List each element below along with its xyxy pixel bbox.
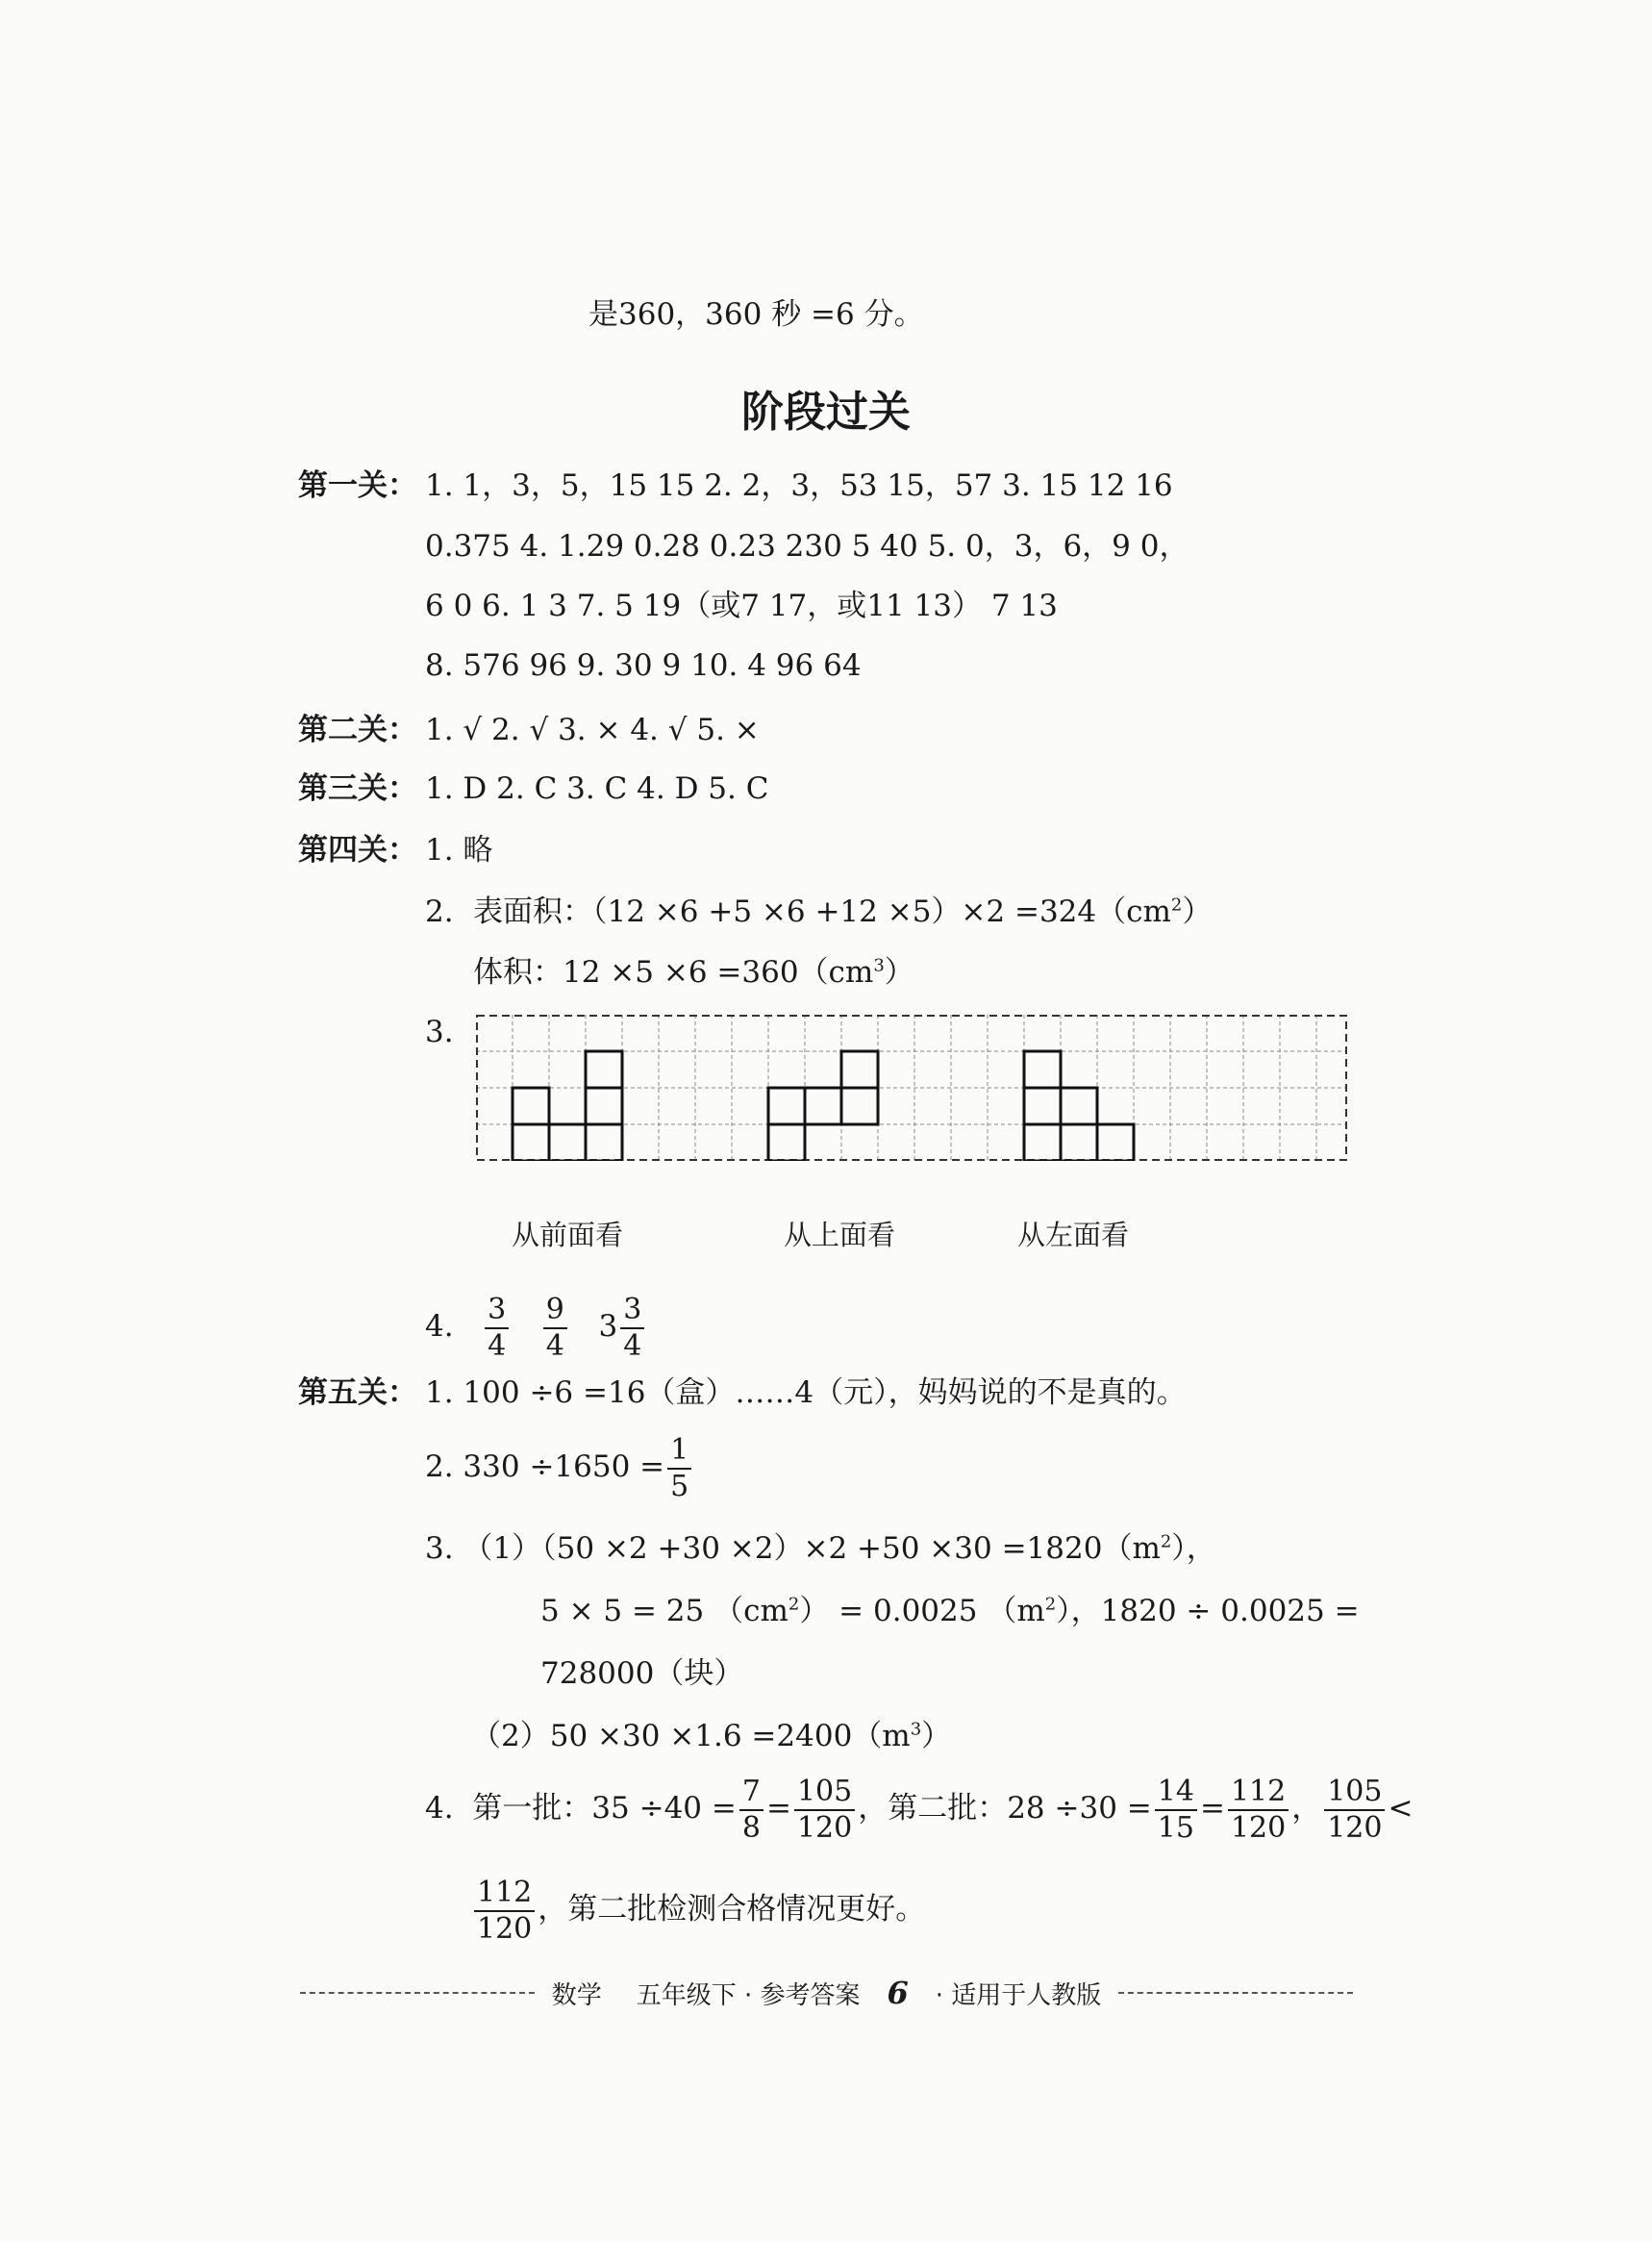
- footer-subject: 数学: [551, 1980, 602, 2010]
- level2-answers: 1. √ 2. √ 3. × 4. √ 5. ×: [425, 713, 760, 747]
- caption-top-view: 从上面看: [784, 1219, 896, 1251]
- level5-q3-line4: $(2)50 \times 30 \times 1.6 =2400(m^3)$: [471, 1719, 952, 1753]
- level5-q3-line1: 3. $(1)(50 \times 2 +30 \times 2)\times 2 +50 \times 30 =1820(m^2)$，: [425, 1531, 1216, 1566]
- fraction: $\frac{7}{8}$: [739, 1777, 763, 1843]
- level1-line-4: 8. 576 96 9. 30 9 10. 4 96 64: [425, 648, 862, 683]
- section-title: 阶段过关: [741, 388, 911, 437]
- level5-label: 第五关：: [298, 1375, 417, 1410]
- level3-label: 第三关：: [298, 771, 417, 806]
- view-grid: [476, 1015, 1347, 1165]
- level1-line-2: 0.375 4. 1.29 0.28 0.23 230 5 40 5. 0，3，6，9 0，: [425, 529, 1189, 564]
- level2-label: 第二关：: [298, 713, 417, 747]
- footer-rule-right: [1118, 1992, 1353, 1994]
- fraction: $\frac{112}{120}$: [1228, 1777, 1289, 1843]
- level4-label: 第四关：: [298, 833, 417, 868]
- level4-q2-surface: 表面积：$(12 \times 6 +5 \times 6 +12 \times 5)\times 2 =324(cm^2)$: [473, 894, 1213, 929]
- left-view-shape: [1024, 1051, 1134, 1161]
- level4-q4: 4. $\frac{3}{4}$ $\frac{9}{4}$ 3 $\frac{3}{4}$: [425, 1293, 647, 1361]
- level1-line-3: 6 0 6. 1 3 7. 5 19（或7 17，或11 13） 7 13: [425, 589, 1058, 623]
- footer-rule-left: [300, 1992, 535, 1994]
- level5-q1: 1. 100 ÷6 =16（盒）……4（元），妈妈说的不是真的。: [425, 1375, 1187, 1410]
- level1-line-1: 1. 1，3，5，15 15 2. 2，3，53 15，57 3. 15 12 16: [425, 468, 1173, 503]
- fraction: $\frac{14}{15}$: [1155, 1777, 1197, 1843]
- top-view-shape: [768, 1051, 878, 1161]
- view-grid-svg: [476, 1015, 1347, 1161]
- level4-q3-num: 3.: [425, 1015, 454, 1049]
- level5-q3-line3: 728000（块）: [540, 1656, 744, 1691]
- fraction: $\frac{105}{120}$: [1324, 1777, 1385, 1843]
- level5-q3-line2: 5 × 5 = 25 $(cm^2) = 0.0025$ $(m^2)$，1820 ÷ 0.0025 =: [540, 1594, 1360, 1628]
- level4-q1: 1. 略: [425, 833, 493, 868]
- fraction: $\frac{112}{120}$: [474, 1878, 535, 1944]
- level1-label: 第一关：: [298, 468, 417, 503]
- footer-grade: 五年级下 · 参考答案: [636, 1980, 861, 2010]
- page-number: 6: [887, 1975, 909, 2011]
- level4-q2-volume: 体积：$12 \times 5 \times 6 =360(cm^3)$: [473, 955, 914, 990]
- level5-q4-continued: $\frac{112}{120}$ ，第二批检测合格情况更好。: [471, 1876, 925, 1944]
- front-view-shape: [513, 1051, 622, 1161]
- level5-q4: 4. 第一批：35 ÷40 = $\frac{7}{8}$ = $\frac{105}{120}$ ，第二批：28 ÷30 = $\frac{14}{15}$ = $\frac{112}{120}$ ， $\frac{105}{120}$ <: [425, 1774, 1414, 1845]
- caption-front-view: 从前面看: [512, 1219, 624, 1251]
- fraction: $\frac{9}{4}$: [543, 1296, 567, 1361]
- fraction: $\frac{105}{120}$: [794, 1777, 855, 1843]
- level3-answers: 1. D 2. C 3. C 4. D 5. C: [425, 771, 769, 806]
- caption-left-view: 从左面看: [1017, 1219, 1130, 1251]
- fraction: $\frac{3}{4}$: [485, 1296, 509, 1361]
- page-footer: [300, 1975, 1353, 2011]
- level5-q2: 2. 330 ÷1650 = $\frac{1}{5}$: [425, 1433, 694, 1501]
- fraction: $\frac{1}{5}$: [667, 1436, 691, 1501]
- level4-q2-num: 2.: [425, 894, 454, 929]
- intro-line: 是360，360 秒 =6 分。: [588, 297, 924, 332]
- fraction: $\frac{3}{4}$: [620, 1296, 644, 1361]
- footer-edition: · 适用于人教版: [935, 1980, 1102, 2010]
